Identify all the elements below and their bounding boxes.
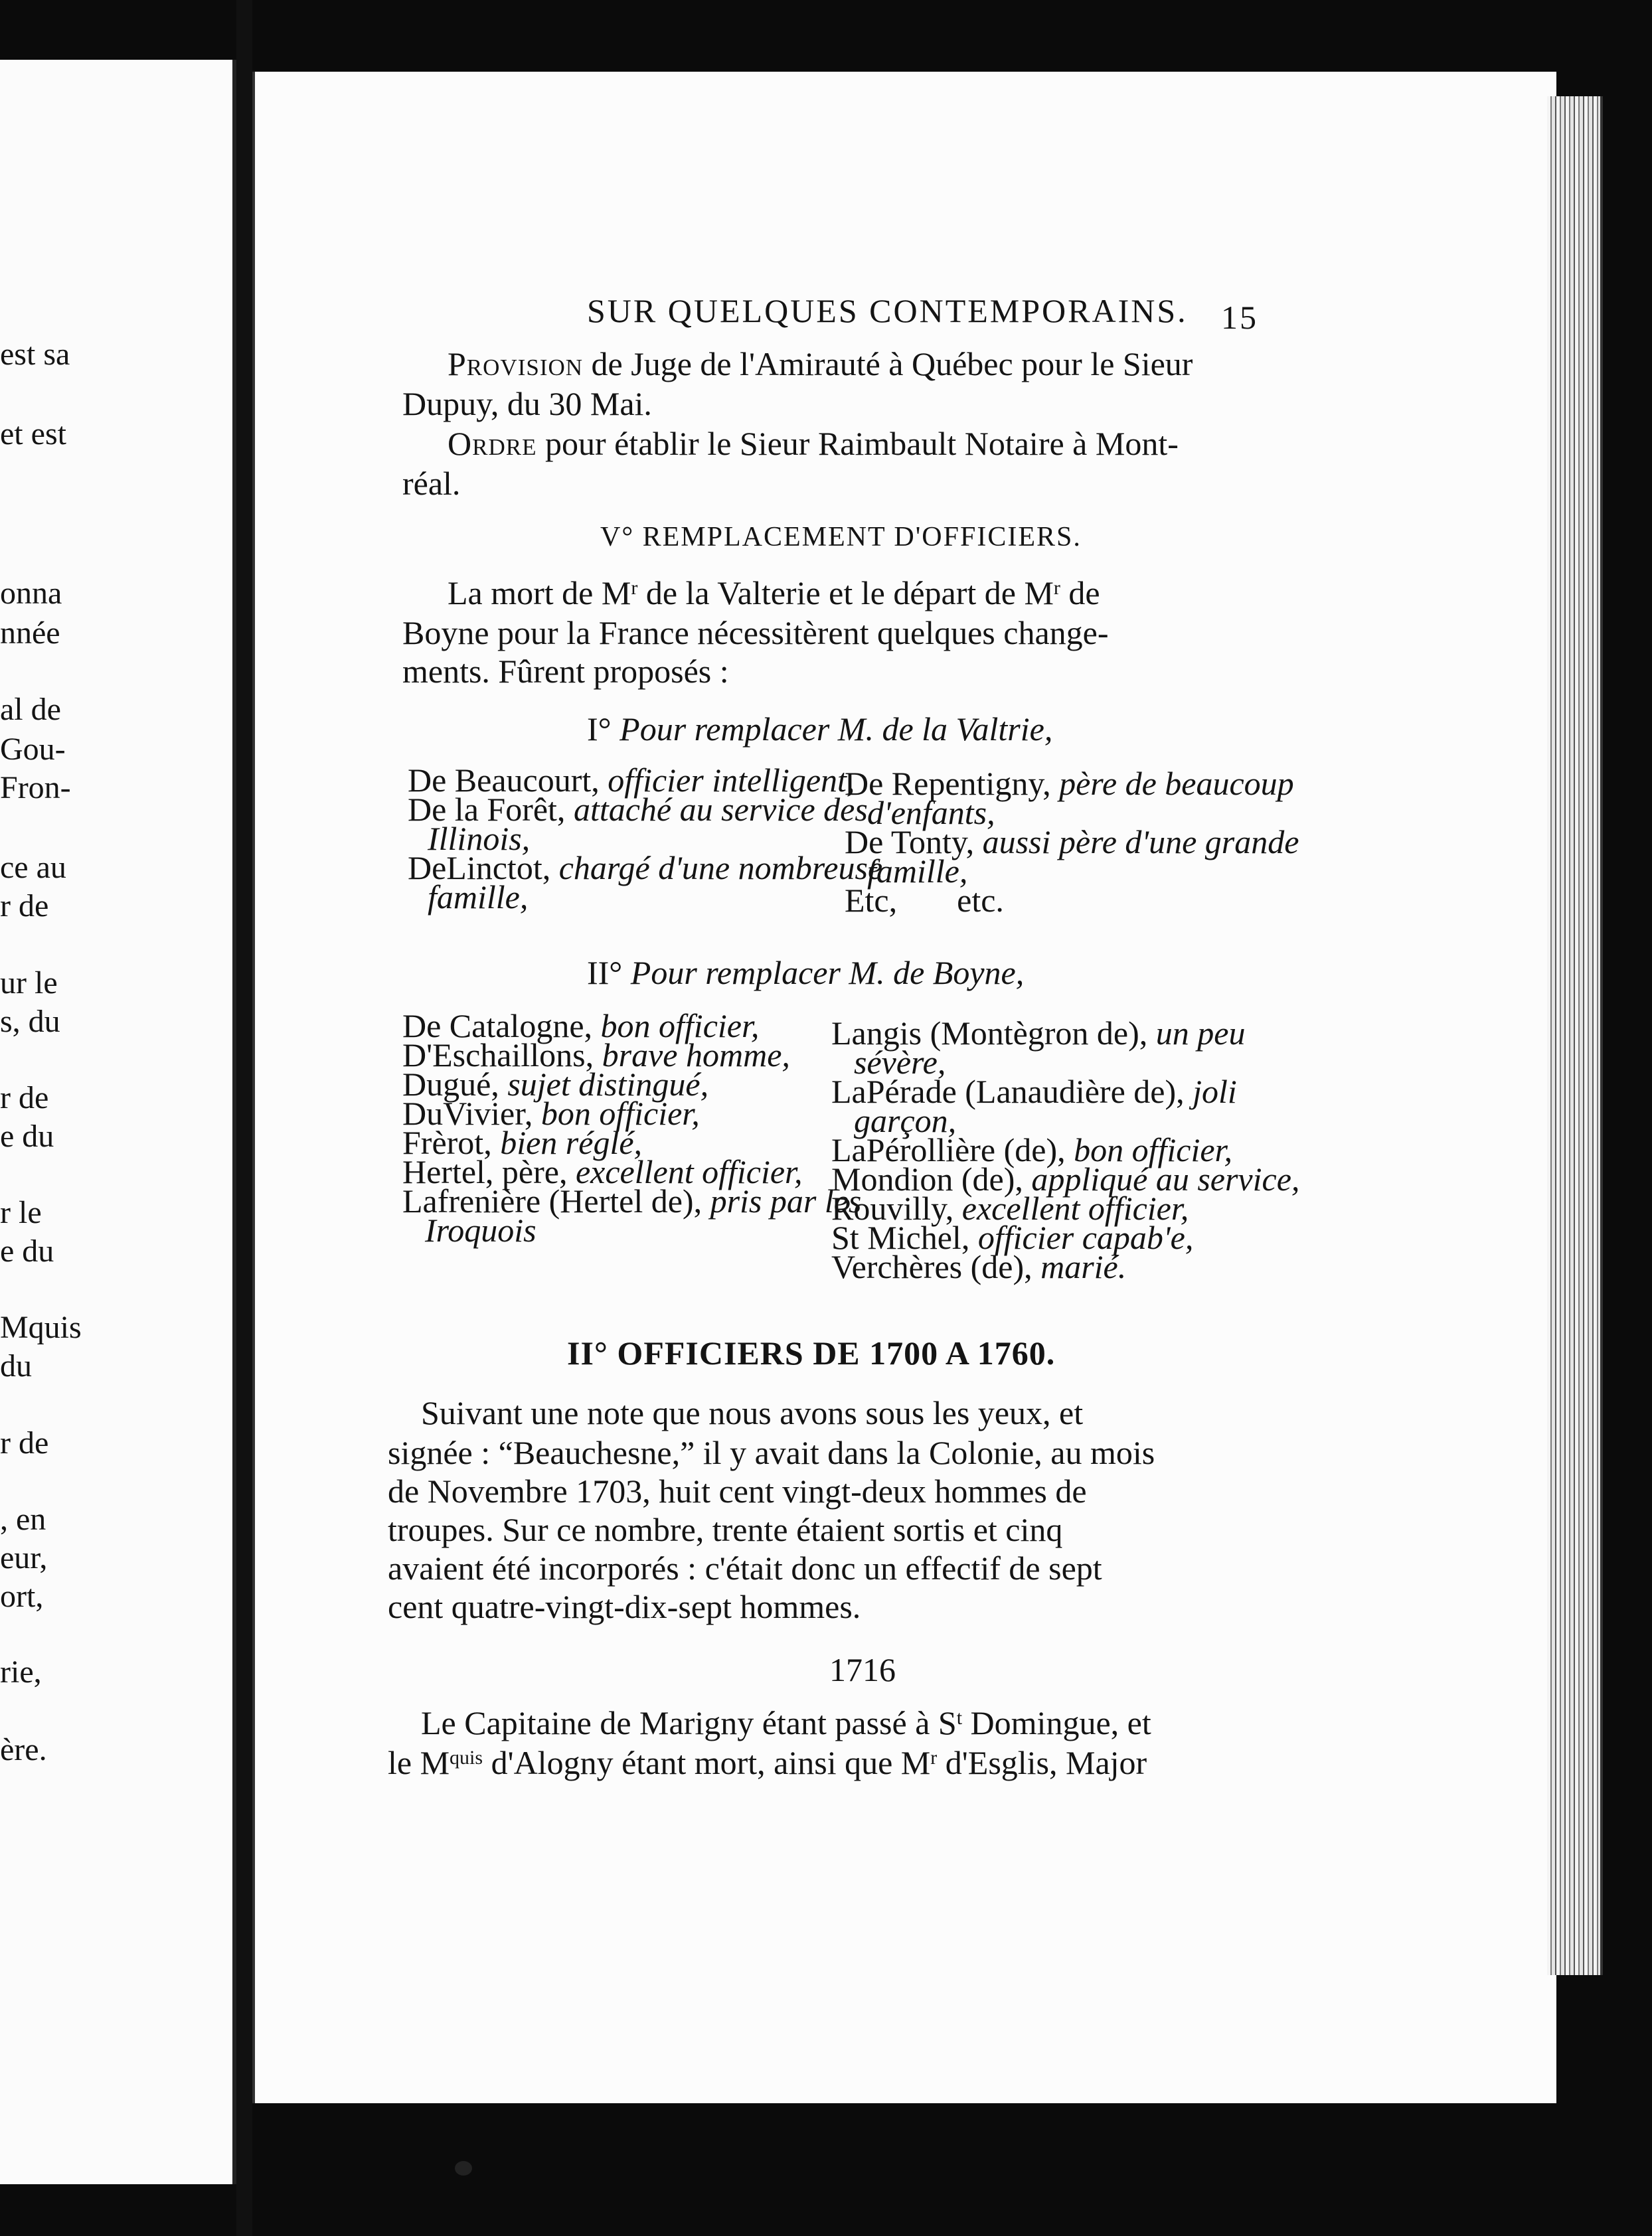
officer-note: un peu [1147,1014,1246,1052]
officer-note: excellent officier, [953,1190,1189,1227]
officer-note: officier intelligent, [599,761,855,799]
officer-note: bon officier, [533,1095,700,1132]
para-capitaine-line2: le $M^{quis}$ d'Alogny étant mort, ainsi que $M^r$ d'Esglis, Major [388,1744,1147,1781]
officer-note: attaché au service des [565,791,868,828]
para-mort-line2: Boyne pour la France nécessitèrent quelques change- [402,614,1109,651]
officer-note: Illinois, [428,820,531,857]
left-page-fragment: Fron- [0,770,71,805]
left-page-fragment: r de [0,1425,49,1461]
subheading-1: I° Pour remplacer M. de la Valtrie, [587,710,1053,748]
left-page-fragment: r de [0,1080,49,1115]
officer-note: père de beaucoup [1050,765,1294,802]
officer-note: pris par les [702,1182,862,1220]
left-page-fragment: ort, [0,1579,44,1614]
left-page-fragment: s, du [0,1004,60,1039]
officer-note: garçon, [854,1102,957,1139]
officer-note: Iroquois [425,1212,537,1249]
left-page [0,60,236,2184]
officer-name: Lafrenière (Hertel de), [402,1182,702,1220]
officer-name: De Catalogne, [402,1007,593,1044]
subheading-2: II° Pour remplacer M. de Boyne, [587,954,1025,991]
officer-name: DuVivier, [402,1095,533,1132]
left-page-fragment: al de [0,692,61,727]
list1-right-entry [845,884,1004,917]
officer-name: Hertel, père, [402,1153,568,1190]
left-page-fragment: nnée [0,615,60,651]
year-heading: 1716 [829,1651,896,1688]
para-ordre-line1: Ordre pour établir le Sieur Raimbault Notaire à Mont- [448,425,1179,462]
para-suivant-line3: de Novembre 1703, huit cent vingt-deux hommes de [388,1473,1087,1510]
officer-name: Etc, [845,882,898,919]
officer-note: bien réglé, [491,1124,643,1161]
para-suivant-line2: signée : “Beauchesne,” il y avait dans la Colonie, au mois [388,1434,1155,1471]
book-gutter [236,0,252,2236]
officer-note: excellent officier, [567,1153,803,1190]
list1-left-entry [428,880,528,914]
left-page-fragment: onna [0,576,62,611]
left-page-fragment: rie, [0,1654,42,1690]
officer-note: famille, [428,878,529,916]
officer-note: appliqué au service, [1023,1160,1300,1198]
left-page-fragment: r le [0,1195,42,1230]
left-page-fragment: et est [0,416,66,451]
officer-note: etc. [957,882,1004,919]
officer-note: chargé d'une nombreuse [550,849,883,886]
right-page [252,72,1556,2103]
running-title: SUR QUELQUES CONTEMPORAINS. [587,292,1188,329]
left-page-fragment: ur le [0,965,58,1000]
page-edges [1547,96,1603,1975]
para-suivant-line4: troupes. Sur ce nombre, trente étaient sortis et cinq [388,1511,1063,1548]
officer-name: Rouvilly, [831,1190,954,1227]
officer-name: De la Forêt, [408,791,566,828]
para-mort-line3: ments. Fûrent proposés : [402,653,729,690]
officer-note: famille, [867,852,968,890]
section-v-heading: V° REMPLACEMENT D'OFFICIERS. [600,522,1082,552]
left-page-fragment: Gou- [0,732,66,767]
scan-smudge [455,2161,472,2176]
officer-note: sévère, [854,1044,946,1081]
officer-note: brave homme, [594,1036,790,1074]
left-page-fragment: ce au [0,850,66,885]
officer-name: LaPérollière (de), [831,1131,1066,1168]
para-suivant-line5: avaient été incorporés : c'était donc un effectif de sept [388,1550,1102,1587]
officer-name: De Beaucourt, [408,761,600,799]
para-ordre-line2: réal. [402,465,461,502]
left-page-fragment: ère. [0,1732,47,1767]
left-page-fragment: est sa [0,337,70,372]
list2-right-entry [831,1250,1126,1283]
left-page-fragment: r de [0,888,49,923]
officer-name: Dugué, [402,1066,499,1103]
officer-name: Mondion (de), [831,1160,1023,1198]
left-page-fragment: e du [0,1234,54,1269]
officer-note: joli [1184,1073,1237,1110]
para-provision-line1: Provision de Juge de l'Amirauté à Québec pour le Sieur [448,345,1193,382]
officer-name: Verchères (de), [831,1248,1032,1285]
left-page-fragment: du [0,1348,32,1384]
officer-note: bon officier, [592,1007,760,1044]
officer-note: d'enfants, [867,794,995,831]
para-mort-line1: La mort de $M^r$ de la Valterie et le départ de $M^r$ de [448,574,1100,611]
list2-left-entry [425,1214,537,1247]
officer-name: DeLinctot, [408,849,551,886]
para-suivant-line6: cent quatre-vingt-dix-sept hommes. [388,1588,861,1625]
officer-note: officier capab'e, [969,1219,1194,1256]
officer-name: D'Eschaillons, [402,1036,594,1074]
officer-name: De Repentigny, [845,765,1051,802]
para-suivant-line1: Suivant une note que nous avons sous les yeux, et [421,1394,1084,1431]
officer-note: sujet distingué, [499,1066,709,1103]
officer-name: Langis (Montègron de), [831,1014,1148,1052]
left-page-fragment: Mquis [0,1310,82,1345]
officer-note: aussi père d'une grande [974,823,1299,860]
officer-note: bon officier, [1065,1131,1232,1168]
officer-name: LaPérade (Lanaudière de), [831,1073,1185,1110]
left-page-fragment: , en [0,1502,46,1537]
officer-note: marié. [1032,1248,1127,1285]
officer-name: De Tonty, [845,823,975,860]
para-capitaine-line1: Le Capitaine de Marigny étant passé à $S^t$ Domingue, et [421,1704,1151,1741]
section-ii-heading: II° OFFICIERS DE 1700 A 1760. [567,1334,1056,1372]
officer-name: Frèrot, [402,1124,492,1161]
left-page-fragment: eur, [0,1540,48,1575]
officer-name: St Michel, [831,1219,970,1256]
page-number: 15 [1221,299,1258,336]
left-page-fragment: e du [0,1119,54,1154]
para-provision-line2: Dupuy, du 30 Mai. [402,385,652,422]
